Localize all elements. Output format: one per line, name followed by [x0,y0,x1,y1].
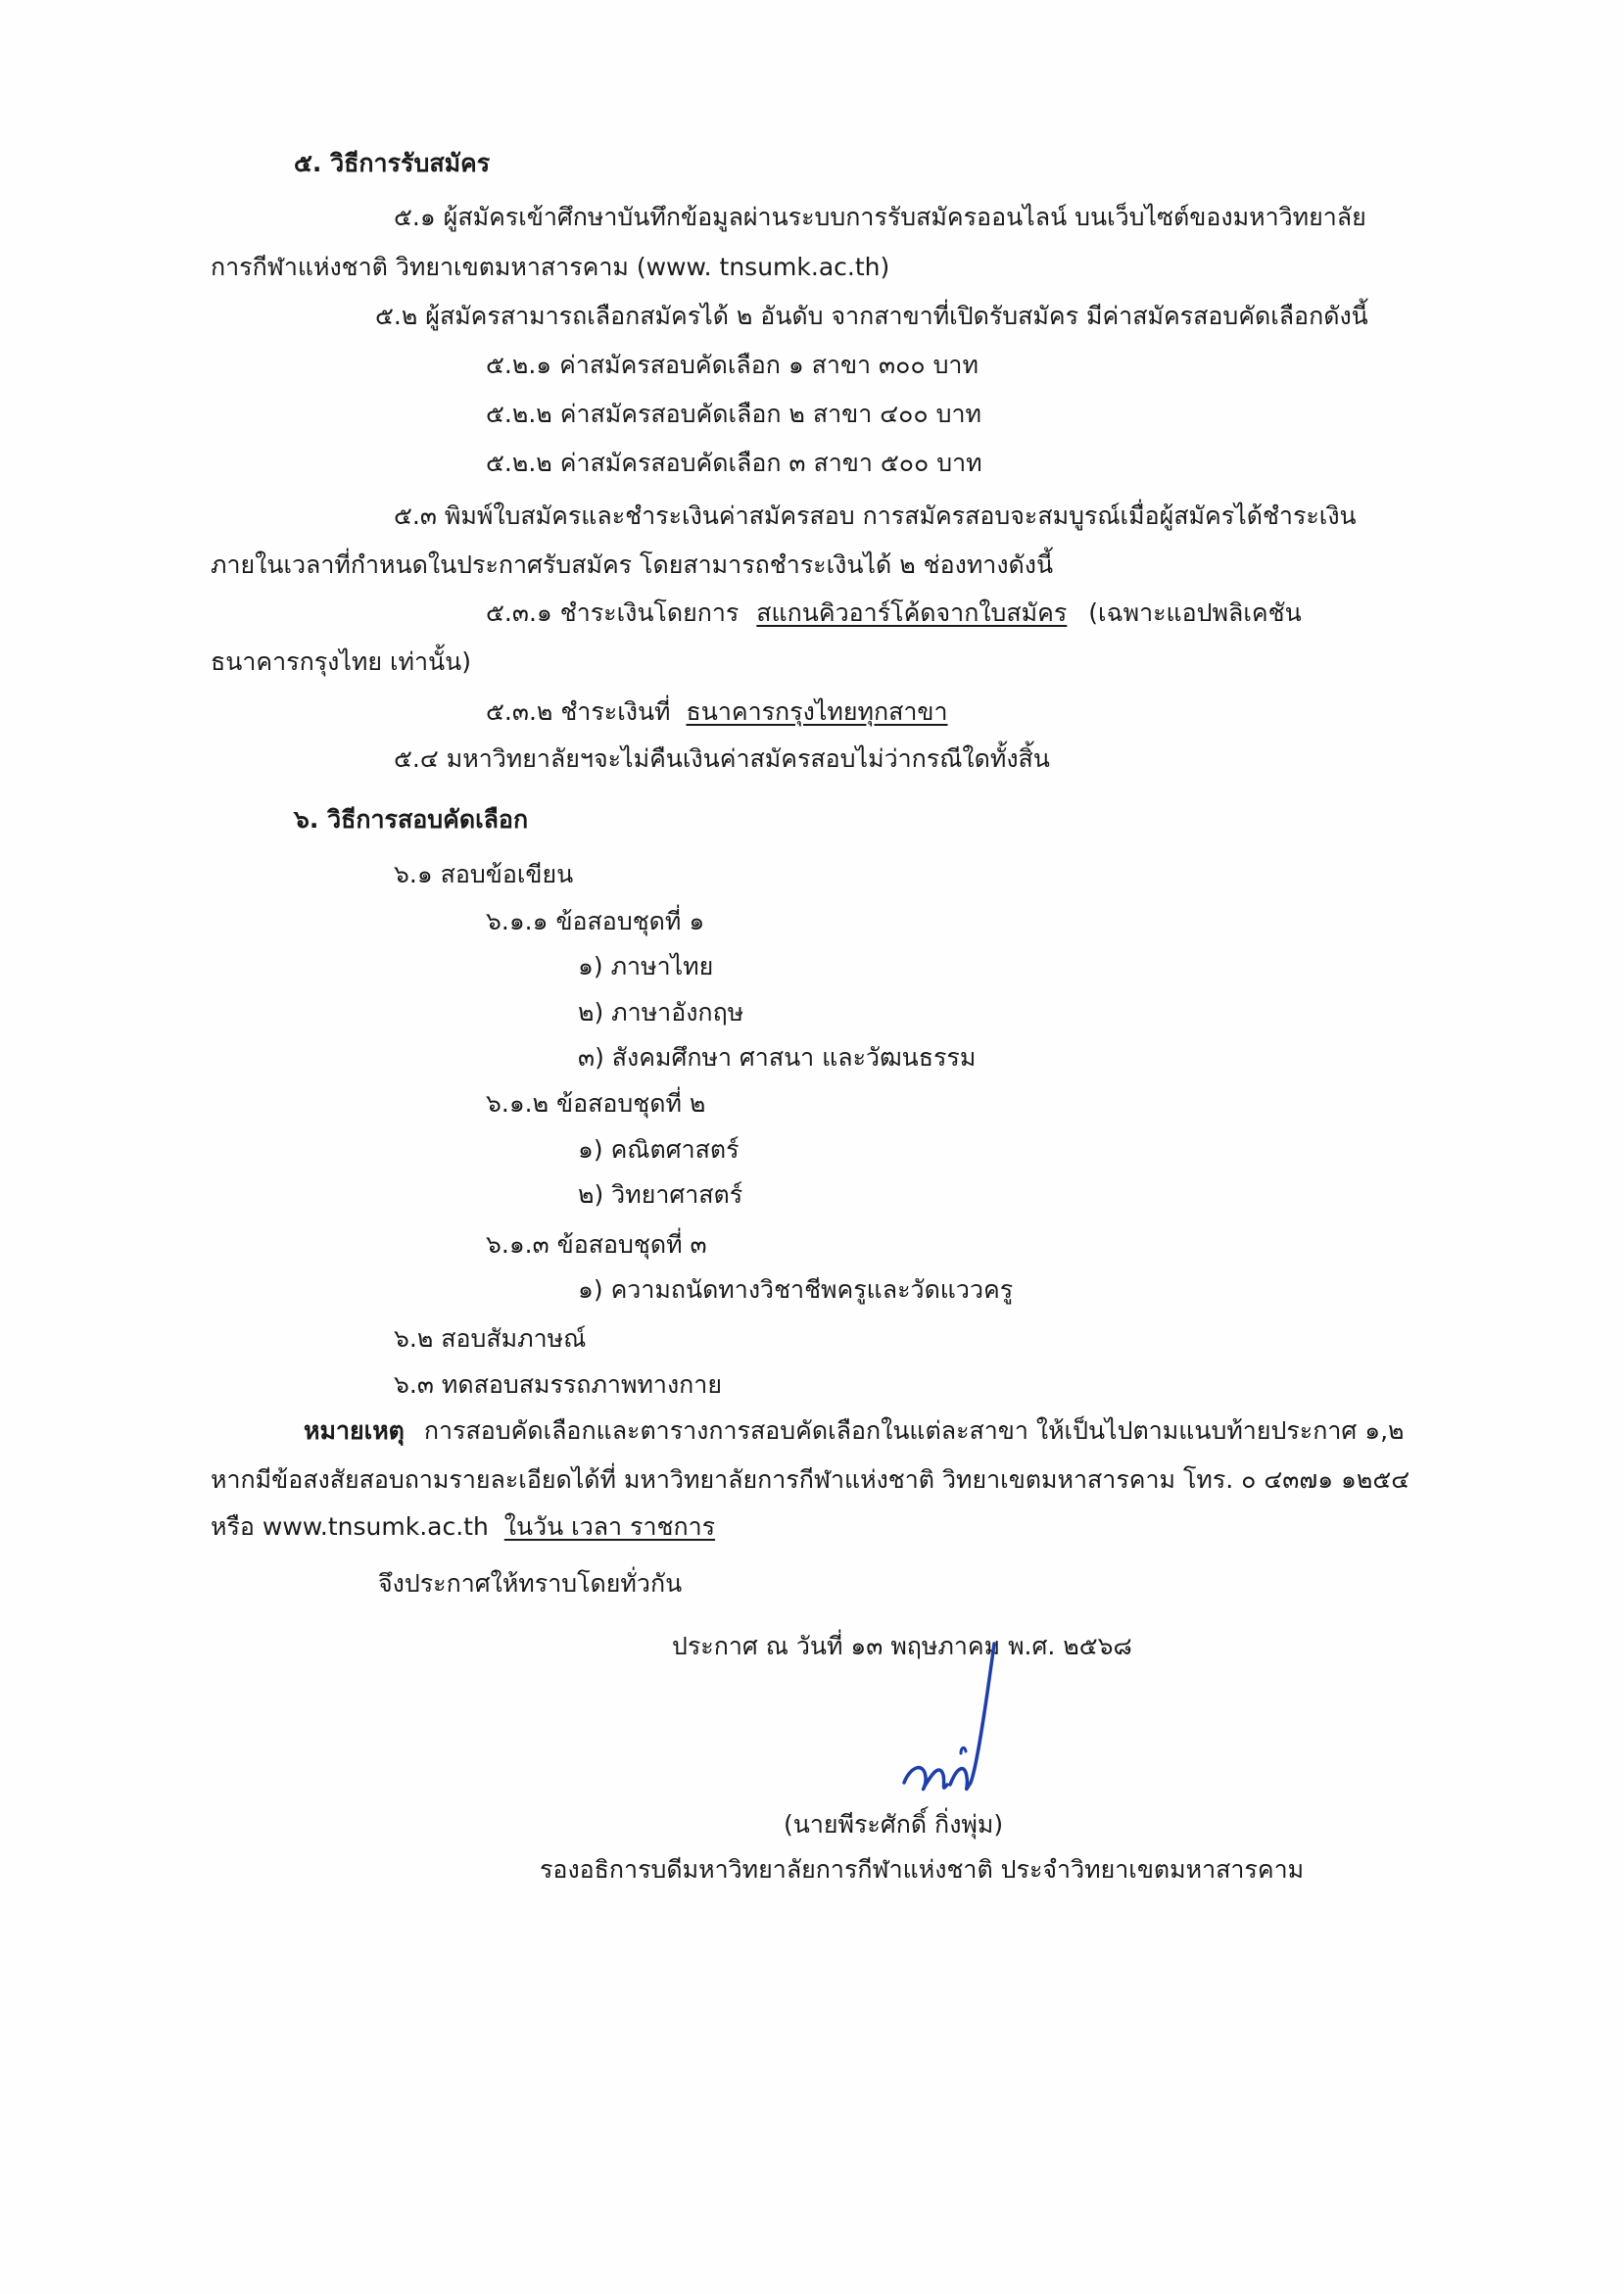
note-line3 [211,1510,715,1544]
para-5-2-2: ๕.๒.๒ ค่าสมัครสอบคัดเลือก ๒ สาขา ๔๐๐ บาท [486,400,982,428]
para-5-4: ๕.๔ มหาวิทยาลัยฯจะไม่คืนเงินค่าสมัครสอบไม่ว่ากรณีใดทั้งสิ้น [394,744,1050,773]
note-line1 [304,1414,1405,1448]
signatory-title: รองอธิการบดีมหาวิทยาลัยการกีฬาแห่งชาติ ประจำวิทยาเขตมหาสารคาม [540,1855,1305,1884]
note-line3-prefix: หรือ www.tnsumk.ac.th [211,1512,489,1541]
para-6-1-1: ๖.๑.๑ ข้อสอบชุดที่ ๑ [486,907,705,935]
para-5-3-1-prefix: ๕.๓.๑ ชำระเงินโดยการ [486,598,740,627]
para-5-2-1: ๕.๒.๑ ค่าสมัครสอบคัดเลือก ๑ สาขา ๓๐๐ บาท [486,351,979,379]
closing-line: จึงประกาศให้ทราบโดยทั่วกัน [378,1569,683,1598]
para-6-1-1-item1: ๑) ภาษาไทย [578,952,714,980]
para-5-3-1-line1 [486,597,1302,630]
para-5-1-line1: ๕.๑ ผู้สมัครเข้าศึกษาบันทึกข้อมูลผ่านระบบการรับสมัครออนไลน์ บนเว็บไซต์ของมหาวิทยาลัย [394,203,1366,231]
para-5-3-1-suffix: (เฉพาะแอปพลิเคชัน [1088,598,1302,627]
para-6-2: ๖.๒ สอบสัมภาษณ์ [394,1324,587,1353]
bank-branch-text: ธนาคารกรุงไทยทุกสาขา [686,697,948,726]
note-line2: หากมีข้อสงสัยสอบถามรายละเอียดได้ที่ มหาวิทยาลัยการกีฬาแห่งชาติ วิทยาเขตมหาสารคาม โทร. ๐ ๔๓๗๑ ๑๒๕๔ [211,1465,1410,1494]
para-5-3-2 [486,695,948,729]
para-5-3-line2: ภายในเวลาที่กำหนดในประกาศรับสมัคร โดยสามารถชำระเงินได้ ๒ ช่องทางดังนี้ [211,550,1054,579]
qr-scan-link-text: สแกนคิวอาร์โค้ดจากใบสมัคร [756,598,1068,627]
para-6-1: ๖.๑ สอบข้อเขียน [394,860,574,888]
para-6-1-1-item3: ๓) สังคมศึกษา ศาสนา และวัฒนธรรม [578,1043,977,1072]
para-5-3-2-prefix: ๕.๓.๒ ชำระเงินที่ [486,697,671,726]
para-6-1-3-item1: ๑) ความถนัดทางวิชาชีพครูและวัดแววครู [578,1275,1014,1304]
section6-heading: ๖. วิธีการสอบคัดเลือก [294,805,529,834]
para-6-1-2: ๖.๑.๒ ข้อสอบชุดที่ ๒ [486,1089,706,1118]
note-label: หมายเหตุ [304,1416,405,1445]
section5-heading: ๕. วิธีการรับสมัคร [294,149,491,177]
para-5-1-line2: การกีฬาแห่งชาติ วิทยาเขตมหาสารคาม (www. tnsumk.ac.th) [211,253,890,281]
para-5-3-1-line2: ธนาคารกรุงไทย เท่านั้น) [211,647,471,676]
office-hours-text: ในวัน เวลา ราชการ [503,1512,716,1541]
para-6-1-2-item2: ๒) วิทยาศาสตร์ [578,1180,743,1209]
para-6-1-3: ๖.๑.๓ ข้อสอบชุดที่ ๓ [486,1230,707,1259]
para-5-2-3: ๕.๒.๒ ค่าสมัครสอบคัดเลือก ๓ สาขา ๕๐๐ บาท [486,449,982,477]
announcement-date: ประกาศ ณ วันที่ ๑๓ พฤษภาคม พ.ศ. ๒๕๖๘ [672,1632,1132,1660]
note-line1-text: การสอบคัดเลือกและตารางการสอบคัดเลือกในแต่ละสาขา ให้เป็นไปตามแนบท้ายประกาศ ๑,๒ [423,1416,1405,1445]
para-6-1-2-item1: ๑) คณิตศาสตร์ [578,1135,740,1164]
para-6-1-1-item2: ๒) ภาษาอังกฤษ [578,998,744,1027]
para-6-3: ๖.๓ ทดสอบสมรรถภาพทางกาย [394,1370,722,1399]
para-5-2: ๕.๒ ผู้สมัครสามารถเลือกสมัครได้ ๒ อันดับ จากสาขาที่เปิดรับสมัคร มีค่าสมัครสอบคัดเลือกดังนี้ [375,302,1368,330]
para-5-3-line1: ๕.๓ พิมพ์ใบสมัครและชำระเงินค่าสมัครสอบ การสมัครสอบจะสมบูรณ์เมื่อผู้สมัครได้ชำระเงิน [394,502,1357,530]
signature-mark [896,1638,1004,1804]
signatory-name: (นายพีระศักดิ์ กิ่งพุ่ม) [784,1810,1004,1839]
